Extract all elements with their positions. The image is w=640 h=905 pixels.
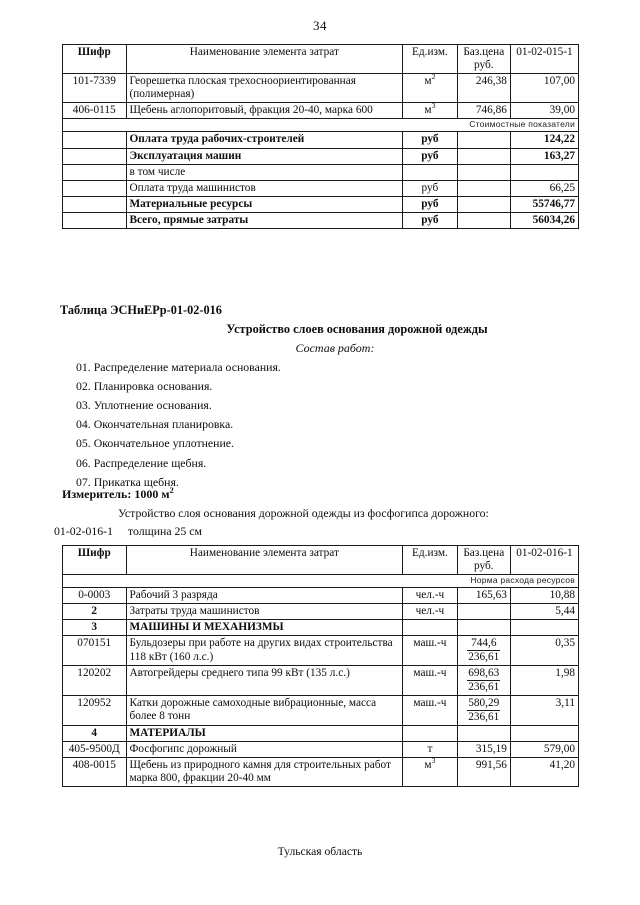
header-code: Шифр	[63, 45, 127, 74]
header-unit: Ед.изм.	[403, 45, 457, 74]
table-row	[63, 725, 579, 741]
row-price	[457, 132, 510, 148]
header-name: Наименование элемента затрат	[126, 45, 403, 74]
row-name: в том числе	[126, 164, 403, 180]
row-value: 579,00	[510, 741, 578, 757]
works-list-item: 07. Прикатка щебня.	[76, 474, 179, 489]
works-list-item: 02. Планировка основания.	[76, 379, 213, 394]
row-price	[457, 196, 510, 212]
row-code	[63, 148, 127, 164]
table-row	[63, 180, 579, 196]
variant-description: Устройство слоя основания дорожной одежды из фосфогипса дорожного:	[118, 506, 489, 520]
row-value	[510, 620, 578, 636]
variant-code: 01-02-016-1	[54, 524, 113, 538]
table-row	[63, 103, 579, 119]
row-code	[63, 180, 127, 196]
row-name: Оплата труда рабочих-строителей	[126, 132, 403, 148]
row-value: 39,00	[510, 103, 578, 119]
row-unit: т	[403, 741, 457, 757]
row-price: 165,63	[457, 588, 510, 604]
table-row	[63, 212, 579, 228]
row-name: Фосфогипс дорожный	[126, 741, 403, 757]
row-code: 101-7339	[63, 74, 127, 103]
row-price: $\frac{744,6}{236,61}$	[457, 636, 510, 666]
row-unit: руб	[403, 132, 457, 148]
row-code: 120952	[63, 695, 127, 725]
works-list-item: 04. Окончательная планировка.	[76, 417, 234, 432]
row-value: 55746,77	[510, 196, 578, 212]
row-code: 408-0015	[63, 757, 127, 786]
table-band-row	[63, 119, 579, 132]
row-unit: чел.-ч	[403, 588, 457, 604]
row-name: Рабочий 3 разряда	[126, 588, 403, 604]
row-unit: чел.-ч	[403, 604, 457, 620]
row-code: 4	[63, 725, 127, 741]
row-name: Оплата труда машинистов	[126, 180, 403, 196]
table-row	[63, 196, 579, 212]
row-name: Щебень аглопоритовый, фракция 20-40, марка 600	[126, 103, 403, 119]
row-name: Всего, прямые затраты	[126, 212, 403, 228]
row-price: $\frac{580,29}{236,61}$	[457, 695, 510, 725]
row-price: 315,19	[457, 741, 510, 757]
row-name: Автогрейдеры среднего типа 99 кВт (135 л.с.)	[126, 666, 403, 696]
row-code	[63, 196, 127, 212]
table-row	[63, 741, 579, 757]
variant-text: толщина 25 см	[128, 524, 202, 538]
table-label: Таблица ЭСНиЕРр-01-02-016	[60, 303, 222, 317]
table-row	[63, 757, 579, 786]
row-price	[457, 604, 510, 620]
page-number: 34	[313, 18, 327, 33]
table-row	[63, 164, 579, 180]
table-row	[63, 636, 579, 666]
row-unit: руб	[403, 180, 457, 196]
row-value	[510, 725, 578, 741]
header-unit: Ед.изм.	[403, 546, 457, 575]
table-row	[63, 74, 579, 103]
row-price: 991,56	[457, 757, 510, 786]
row-price: $\frac{698,63}{236,61}$	[457, 666, 510, 696]
row-code: 2	[63, 604, 127, 620]
band-label: Стоимостные показатели	[63, 119, 579, 132]
works-list-item: 03. Уплотнение основания.	[76, 398, 212, 413]
row-unit: маш.-ч	[403, 636, 457, 666]
row-code	[63, 212, 127, 228]
row-name: Эксплуатация машин	[126, 148, 403, 164]
row-value	[510, 164, 578, 180]
row-value: 66,25	[510, 180, 578, 196]
row-code: 0-0003	[63, 588, 127, 604]
row-value: 3,11	[510, 695, 578, 725]
table-row	[63, 132, 579, 148]
row-name: МАТЕРИАЛЫ	[126, 725, 403, 741]
section-header	[0, 303, 640, 318]
table-band-row	[63, 575, 579, 588]
row-unit: руб	[403, 212, 457, 228]
row-code: 3	[63, 620, 127, 636]
row-code: 120202	[63, 666, 127, 696]
row-code: 070151	[63, 636, 127, 666]
works-label: Состав работ:	[295, 341, 375, 355]
row-unit: руб	[403, 196, 457, 212]
table-row	[63, 620, 579, 636]
row-name: Бульдозеры при работе на других видах строительства 118 кВт (160 л.с.)	[126, 636, 403, 666]
row-price: 746,86	[457, 103, 510, 119]
row-name: Материальные ресурсы	[126, 196, 403, 212]
header-code: Шифр	[63, 546, 127, 575]
izmeritel-superscript: 2	[169, 486, 174, 495]
row-value: 56034,26	[510, 212, 578, 228]
row-value: 5,44	[510, 604, 578, 620]
resource-table-01-02-016	[62, 545, 579, 787]
section-title: Устройство слоев основания дорожной одежды	[226, 322, 488, 336]
page-footer: Тульская область	[277, 845, 363, 858]
row-unit: $м^3$	[403, 757, 457, 786]
row-value: 163,27	[510, 148, 578, 164]
variant-line	[0, 524, 640, 539]
izmeritel-line	[0, 487, 640, 502]
row-value: 10,88	[510, 588, 578, 604]
header-price: Баз.цена руб.	[457, 546, 510, 575]
header-value: 01-02-016-1	[510, 546, 578, 575]
izmeritel-label: Измеритель:	[62, 487, 132, 501]
row-price	[457, 725, 510, 741]
table-row	[63, 148, 579, 164]
izmeritel-value: 1000 м	[134, 487, 170, 501]
row-price	[457, 148, 510, 164]
row-unit	[403, 725, 457, 741]
header-name: Наименование элемента затрат	[126, 546, 403, 575]
row-price	[457, 620, 510, 636]
row-name: Затраты труда машинистов	[126, 604, 403, 620]
row-unit: $м^2$	[403, 74, 457, 103]
table-row	[63, 588, 579, 604]
band-label: Норма расхода ресурсов	[63, 575, 579, 588]
row-code	[63, 164, 127, 180]
row-price	[457, 164, 510, 180]
works-list-item: 05. Окончательное уплотнение.	[76, 436, 234, 451]
row-name: Георешетка плоская трехосноориентированная (полимерная)	[126, 74, 403, 103]
row-unit: $м^3$	[403, 103, 457, 119]
row-unit: маш.-ч	[403, 666, 457, 696]
row-value: 0,35	[510, 636, 578, 666]
row-name: Щебень из природного камня для строительных работ марка 800, фракции 20-40 мм	[126, 757, 403, 786]
row-unit	[403, 164, 457, 180]
works-list	[0, 358, 640, 492]
row-code: 405-9500Д	[63, 741, 127, 757]
table-row	[63, 666, 579, 696]
works-list-item: 01. Распределение материала основания.	[76, 360, 281, 374]
row-value: 107,00	[510, 74, 578, 103]
table-row	[63, 604, 579, 620]
table-row	[63, 695, 579, 725]
row-name: МАШИНЫ И МЕХАНИЗМЫ	[126, 620, 403, 636]
cost-table-01-02-015	[62, 44, 579, 229]
row-price	[457, 212, 510, 228]
table-header-row	[63, 546, 579, 575]
row-unit: руб	[403, 148, 457, 164]
row-code	[63, 132, 127, 148]
row-code: 406-0115	[63, 103, 127, 119]
works-list-item: 06. Распределение щебня.	[76, 455, 207, 470]
header-price: Баз.цена руб.	[457, 45, 510, 74]
row-price	[457, 180, 510, 196]
row-value: 41,20	[510, 757, 578, 786]
row-price: 246,38	[457, 74, 510, 103]
header-value: 01-02-015-1	[510, 45, 578, 74]
row-value: 124,22	[510, 132, 578, 148]
row-value: 1,98	[510, 666, 578, 696]
row-unit: маш.-ч	[403, 695, 457, 725]
row-name: Катки дорожные самоходные вибрационные, масса более 8 тонн	[126, 695, 403, 725]
row-unit	[403, 620, 457, 636]
table-header-row	[63, 45, 579, 74]
